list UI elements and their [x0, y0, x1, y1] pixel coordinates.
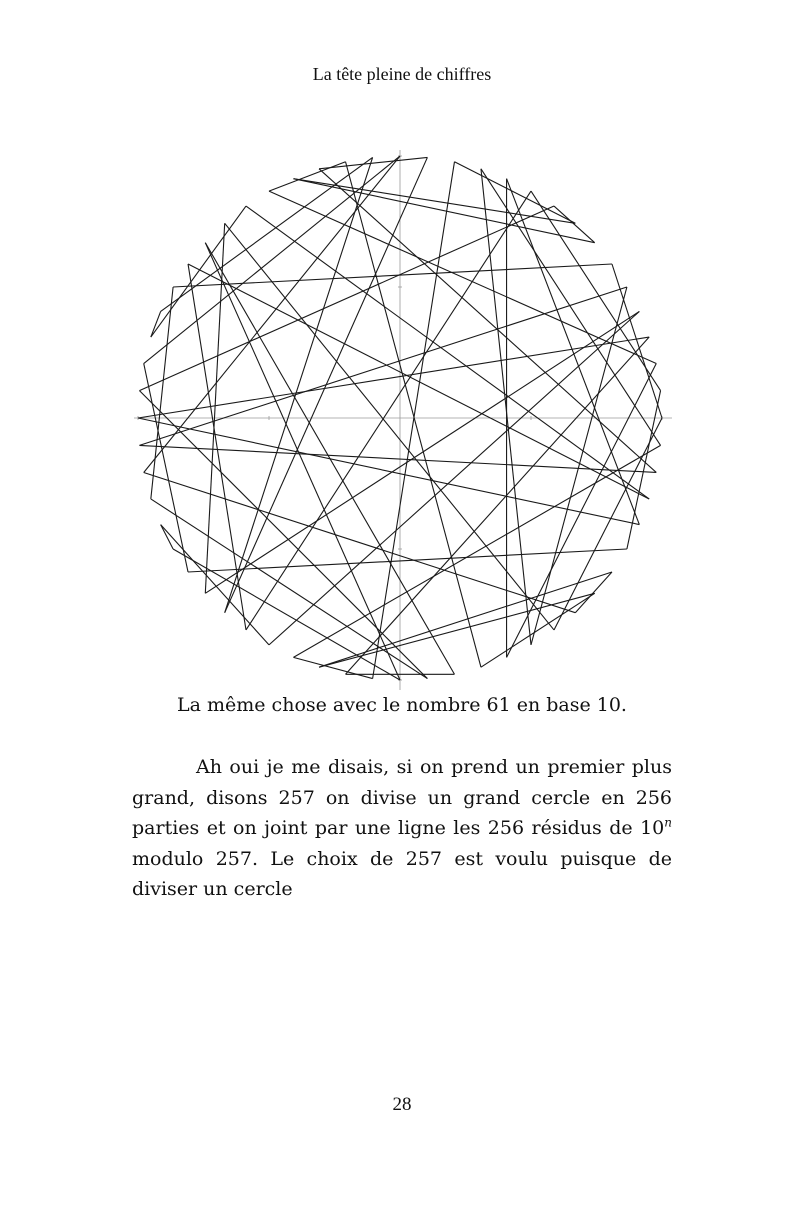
chord-line — [293, 445, 660, 657]
chord-line — [139, 391, 427, 679]
chord-line — [173, 549, 400, 680]
page-number: 28 — [392, 1094, 412, 1115]
chord-line — [188, 549, 627, 572]
figure-caption: La même chose avec le nombre 61 en base 10. — [177, 694, 627, 716]
chord-line — [531, 287, 627, 645]
chord-line — [138, 418, 639, 525]
chord-line — [151, 206, 246, 337]
modular-circle-drawing — [130, 150, 674, 690]
exponent-n: n — [664, 815, 672, 830]
chord-line — [139, 206, 554, 391]
body-paragraph — [132, 752, 672, 905]
chord-line — [173, 264, 612, 287]
chord-line — [346, 162, 481, 667]
chord-line — [269, 191, 656, 363]
chord-line — [319, 157, 427, 168]
chord-line — [554, 206, 595, 243]
running-header: La tête pleine de chiffres — [312, 64, 492, 84]
chord-line — [144, 364, 188, 572]
paragraph-main-text: Ah oui je me disais, si on prend un premier plus grand, disons 257 on divise un grand cercle en 256 parties et on joint par une ligne les 256 résidus de 10 — [132, 756, 672, 839]
chord-line — [531, 191, 661, 391]
chord-line — [481, 169, 531, 645]
chord-line — [161, 525, 269, 645]
chord-line — [144, 156, 400, 472]
chord-line — [346, 337, 650, 674]
chord-line — [144, 156, 400, 364]
chord-line — [319, 572, 612, 667]
chord-line — [151, 499, 428, 679]
chord-line — [293, 179, 575, 224]
chord-line — [627, 391, 661, 549]
chord-line — [481, 169, 661, 446]
chord-line — [246, 206, 649, 499]
chord-line — [225, 223, 554, 630]
paragraph-tail-text: modulo 257. Le choix de 257 est voulu puisque de diviser un cercle — [132, 847, 672, 900]
chord-line — [373, 162, 455, 679]
chord-line — [225, 157, 373, 612]
chord-line — [481, 593, 595, 667]
chord-line — [151, 311, 161, 337]
modular-circle-figure — [130, 150, 674, 690]
chord-line — [139, 287, 626, 445]
chord-line — [319, 169, 656, 473]
chord-line — [293, 657, 372, 678]
chord-line — [151, 287, 173, 499]
chord-line — [161, 157, 373, 311]
chord-line — [612, 264, 662, 418]
chord-line — [554, 418, 662, 630]
chord-line — [269, 311, 639, 644]
chord-line — [269, 162, 346, 191]
chord-line — [319, 593, 595, 667]
chord-line — [246, 191, 531, 630]
